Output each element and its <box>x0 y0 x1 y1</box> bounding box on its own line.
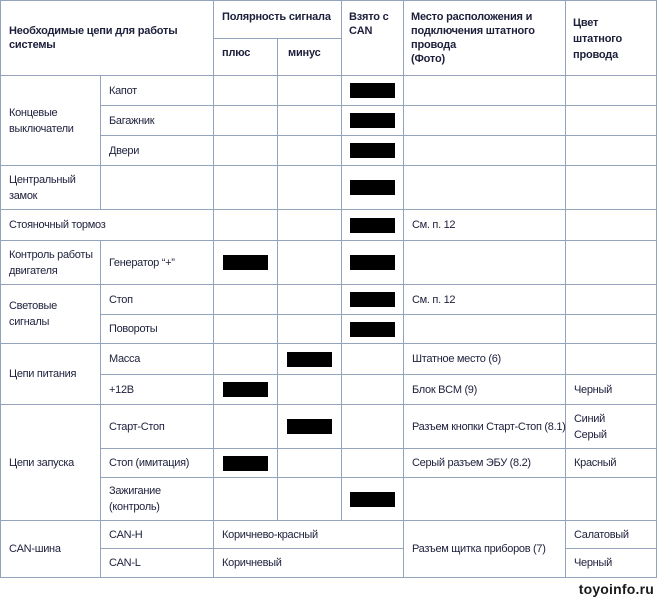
table-row <box>1 521 657 549</box>
header-from-can: Взято с CAN <box>342 1 404 76</box>
wire-color-cell <box>566 210 657 241</box>
minus-cell <box>278 344 342 375</box>
location-cell: См. п. 12 <box>404 210 566 241</box>
wire-color-cell <box>566 478 657 521</box>
header-required-circuits: Необходимые цепи для работы системы <box>1 1 214 76</box>
location-cell <box>404 166 566 210</box>
wire-color-cell: Черный <box>566 549 657 578</box>
marker-box <box>287 419 332 434</box>
header-signal-polarity: Полярность сигнала <box>214 1 342 39</box>
group-label-start-circuits: Цепи запуска <box>1 405 101 521</box>
circuit-name: Двери <box>101 136 214 166</box>
marker-box <box>350 83 395 98</box>
can-cell <box>342 106 404 136</box>
table-row <box>1 405 657 449</box>
table-body <box>1 76 657 578</box>
circuit-name: Старт-Стоп <box>101 405 214 449</box>
table-row <box>1 166 657 210</box>
marker-box <box>350 292 395 307</box>
location-cell <box>404 315 566 344</box>
marker-box <box>350 492 395 507</box>
can-cell <box>342 449 404 478</box>
plus-cell <box>214 210 278 241</box>
plus-cell <box>214 478 278 521</box>
table-row <box>1 285 657 315</box>
location-cell: Серый разъем ЭБУ (8.2) <box>404 449 566 478</box>
can-cell <box>342 405 404 449</box>
marker-box <box>350 218 395 233</box>
header-minus: минус <box>278 39 342 76</box>
marker-box <box>223 255 268 270</box>
can-cell <box>342 136 404 166</box>
table-row <box>1 210 657 241</box>
minus-cell <box>278 405 342 449</box>
minus-cell <box>278 375 342 405</box>
table-row <box>1 241 657 285</box>
group-label-limit-switches: Концевые выключатели <box>1 76 101 166</box>
signal-wire-cell: Коричневый <box>214 549 404 578</box>
plus-cell <box>214 344 278 375</box>
location-cell <box>404 241 566 285</box>
plus-cell <box>214 136 278 166</box>
group-label-light-signals: Световые сигналы <box>1 285 101 344</box>
plus-cell <box>214 76 278 106</box>
group-label-can-bus: CAN-шина <box>1 521 101 578</box>
plus-cell <box>214 106 278 136</box>
minus-cell <box>278 166 342 210</box>
location-cell: Блок BCM (9) <box>404 375 566 405</box>
wire-color-cell <box>566 106 657 136</box>
minus-cell <box>278 241 342 285</box>
can-cell <box>342 478 404 521</box>
circuit-name: Повороты <box>101 315 214 344</box>
wire-color-cell <box>566 166 657 210</box>
marker-box <box>350 143 395 158</box>
plus-cell <box>214 405 278 449</box>
can-cell <box>342 76 404 106</box>
can-cell <box>342 315 404 344</box>
wire-color-cell: Салатовый <box>566 521 657 549</box>
minus-cell <box>278 478 342 521</box>
marker-box <box>350 322 395 337</box>
location-cell <box>404 136 566 166</box>
circuit-name: Масса <box>101 344 214 375</box>
marker-box <box>350 255 395 270</box>
location-cell <box>404 76 566 106</box>
minus-cell <box>278 76 342 106</box>
plus-cell <box>214 315 278 344</box>
marker-box <box>350 113 395 128</box>
marker-box <box>287 352 332 367</box>
wire-color-cell <box>566 241 657 285</box>
wire-color-cell <box>566 344 657 375</box>
wire-color-cell <box>566 315 657 344</box>
plus-cell <box>214 449 278 478</box>
table-header <box>1 1 657 76</box>
group-label-engine-control: Контроль работы двигателя <box>1 241 101 285</box>
circuit-name: Генератор “+” <box>101 241 214 285</box>
circuit-name: Капот <box>101 76 214 106</box>
minus-cell <box>278 106 342 136</box>
can-cell <box>342 166 404 210</box>
table-row <box>1 344 657 375</box>
plus-cell <box>214 375 278 405</box>
location-cell: Разъем щитка приборов (7) <box>404 521 566 578</box>
plus-cell <box>214 241 278 285</box>
wire-color-cell <box>566 136 657 166</box>
wire-color-cell: Синий Серый <box>566 405 657 449</box>
header-location: Место расположения и подключения штатного провода (Фото) <box>404 1 566 76</box>
can-cell <box>342 285 404 315</box>
circuit-name <box>101 166 214 210</box>
circuit-name: Стоп (имитация) <box>101 449 214 478</box>
wire-color-cell <box>566 285 657 315</box>
header-plus: плюс <box>214 39 278 76</box>
signal-wire-cell: Коричнево-красный <box>214 521 404 549</box>
circuit-name: Багажник <box>101 106 214 136</box>
location-cell <box>404 478 566 521</box>
location-cell: См. п. 12 <box>404 285 566 315</box>
can-cell <box>342 241 404 285</box>
circuit-name: CAN-H <box>101 521 214 549</box>
circuit-name: Зажигание (контроль) <box>101 478 214 521</box>
marker-box <box>350 180 395 195</box>
minus-cell <box>278 285 342 315</box>
wire-color-cell <box>566 76 657 106</box>
location-cell: Разъем кнопки Старт-Стоп (8.1) <box>404 405 566 449</box>
plus-cell <box>214 166 278 210</box>
can-cell <box>342 375 404 405</box>
watermark: toyoinfo.ru <box>578 581 654 597</box>
can-cell <box>342 344 404 375</box>
wire-color-cell: Красный <box>566 449 657 478</box>
location-cell: Штатное место (6) <box>404 344 566 375</box>
group-label-power-circuits: Цепи питания <box>1 344 101 405</box>
group-label-central-lock: Центральный замок <box>1 166 101 210</box>
wire-color-cell: Черный <box>566 375 657 405</box>
can-cell <box>342 210 404 241</box>
circuit-name: +12В <box>101 375 214 405</box>
minus-cell <box>278 449 342 478</box>
minus-cell <box>278 136 342 166</box>
header-wire-color: Цвет штатного провода <box>566 1 657 76</box>
table-row <box>1 76 657 106</box>
circuit-name: Стоп <box>101 285 214 315</box>
group-label-parking-brake: Стояночный тормоз <box>1 210 214 241</box>
circuit-name: CAN-L <box>101 549 214 578</box>
header-row <box>1 1 657 39</box>
minus-cell <box>278 315 342 344</box>
marker-box <box>223 456 268 471</box>
location-cell <box>404 106 566 136</box>
plus-cell <box>214 285 278 315</box>
minus-cell <box>278 210 342 241</box>
marker-box <box>223 382 268 397</box>
